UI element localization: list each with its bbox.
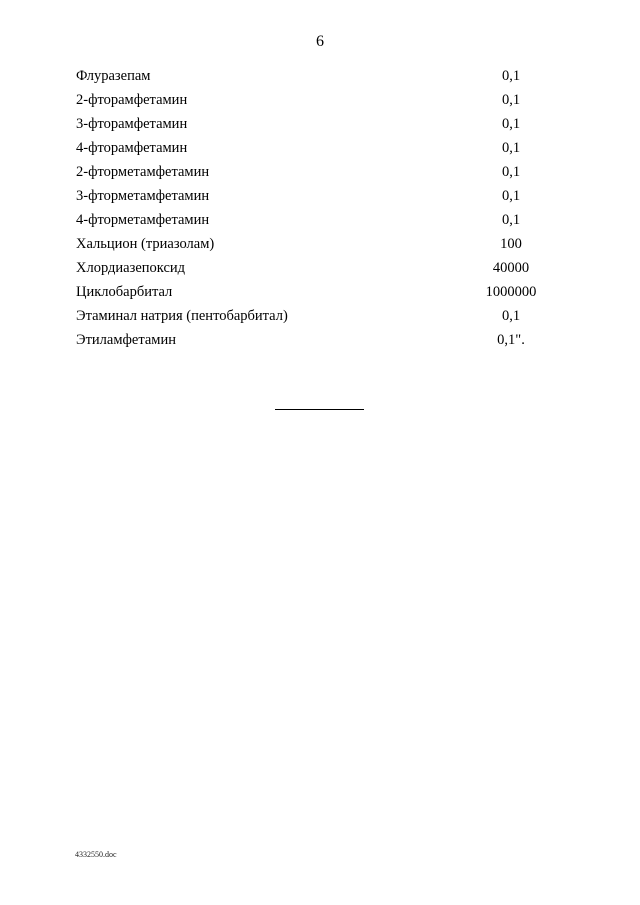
substance-value: 40000 bbox=[492, 260, 530, 276]
substance-name: 3-фторамфетамин bbox=[76, 116, 188, 132]
table-row bbox=[76, 184, 566, 208]
substance-name: Флуразепам bbox=[76, 68, 151, 84]
table-row bbox=[76, 88, 566, 112]
table-row bbox=[76, 328, 566, 352]
substance-value: 0,1 bbox=[501, 116, 521, 132]
substance-value: 100 bbox=[500, 236, 522, 252]
table-row bbox=[76, 280, 566, 304]
end-of-document-rule bbox=[275, 409, 364, 410]
substance-value: 0,1 bbox=[501, 308, 521, 324]
table-row bbox=[76, 160, 566, 184]
table-row bbox=[76, 232, 566, 256]
substance-value: 0,1 bbox=[501, 212, 521, 228]
substance-name: Хлордиазепоксид bbox=[76, 260, 186, 276]
substance-name: 2-фторметамфетамин bbox=[76, 164, 210, 180]
substance-table bbox=[76, 64, 566, 352]
table-row bbox=[76, 304, 566, 328]
substance-name: Этаминал натрия (пентобарбитал) bbox=[76, 308, 288, 324]
substance-name: 4-фторамфетамин bbox=[76, 140, 188, 156]
substance-name: 3-фторметамфетамин bbox=[76, 188, 210, 204]
substance-name: Хальцион (триазолам) bbox=[76, 236, 215, 252]
substance-value: 0,1". bbox=[497, 332, 525, 348]
substance-name: Этиламфетамин bbox=[76, 332, 176, 348]
table-row bbox=[76, 112, 566, 136]
document-filename: 4332550.doc bbox=[75, 850, 117, 859]
table-row bbox=[76, 256, 566, 280]
substance-value: 0,1 bbox=[501, 92, 521, 108]
table-row bbox=[76, 136, 566, 160]
substance-name: Циклобарбитал bbox=[76, 284, 173, 300]
substance-value: 0,1 bbox=[501, 164, 521, 180]
table-row bbox=[76, 208, 566, 232]
substance-name: 4-фторметамфетамин bbox=[76, 212, 210, 228]
page-number: 6 bbox=[316, 33, 324, 50]
table-row bbox=[76, 64, 566, 88]
substance-value: 0,1 bbox=[501, 188, 521, 204]
substance-value: 0,1 bbox=[501, 140, 521, 156]
substance-name: 2-фторамфетамин bbox=[76, 92, 188, 108]
substance-value: 0,1 bbox=[501, 68, 521, 84]
substance-value: 1000000 bbox=[485, 284, 537, 300]
